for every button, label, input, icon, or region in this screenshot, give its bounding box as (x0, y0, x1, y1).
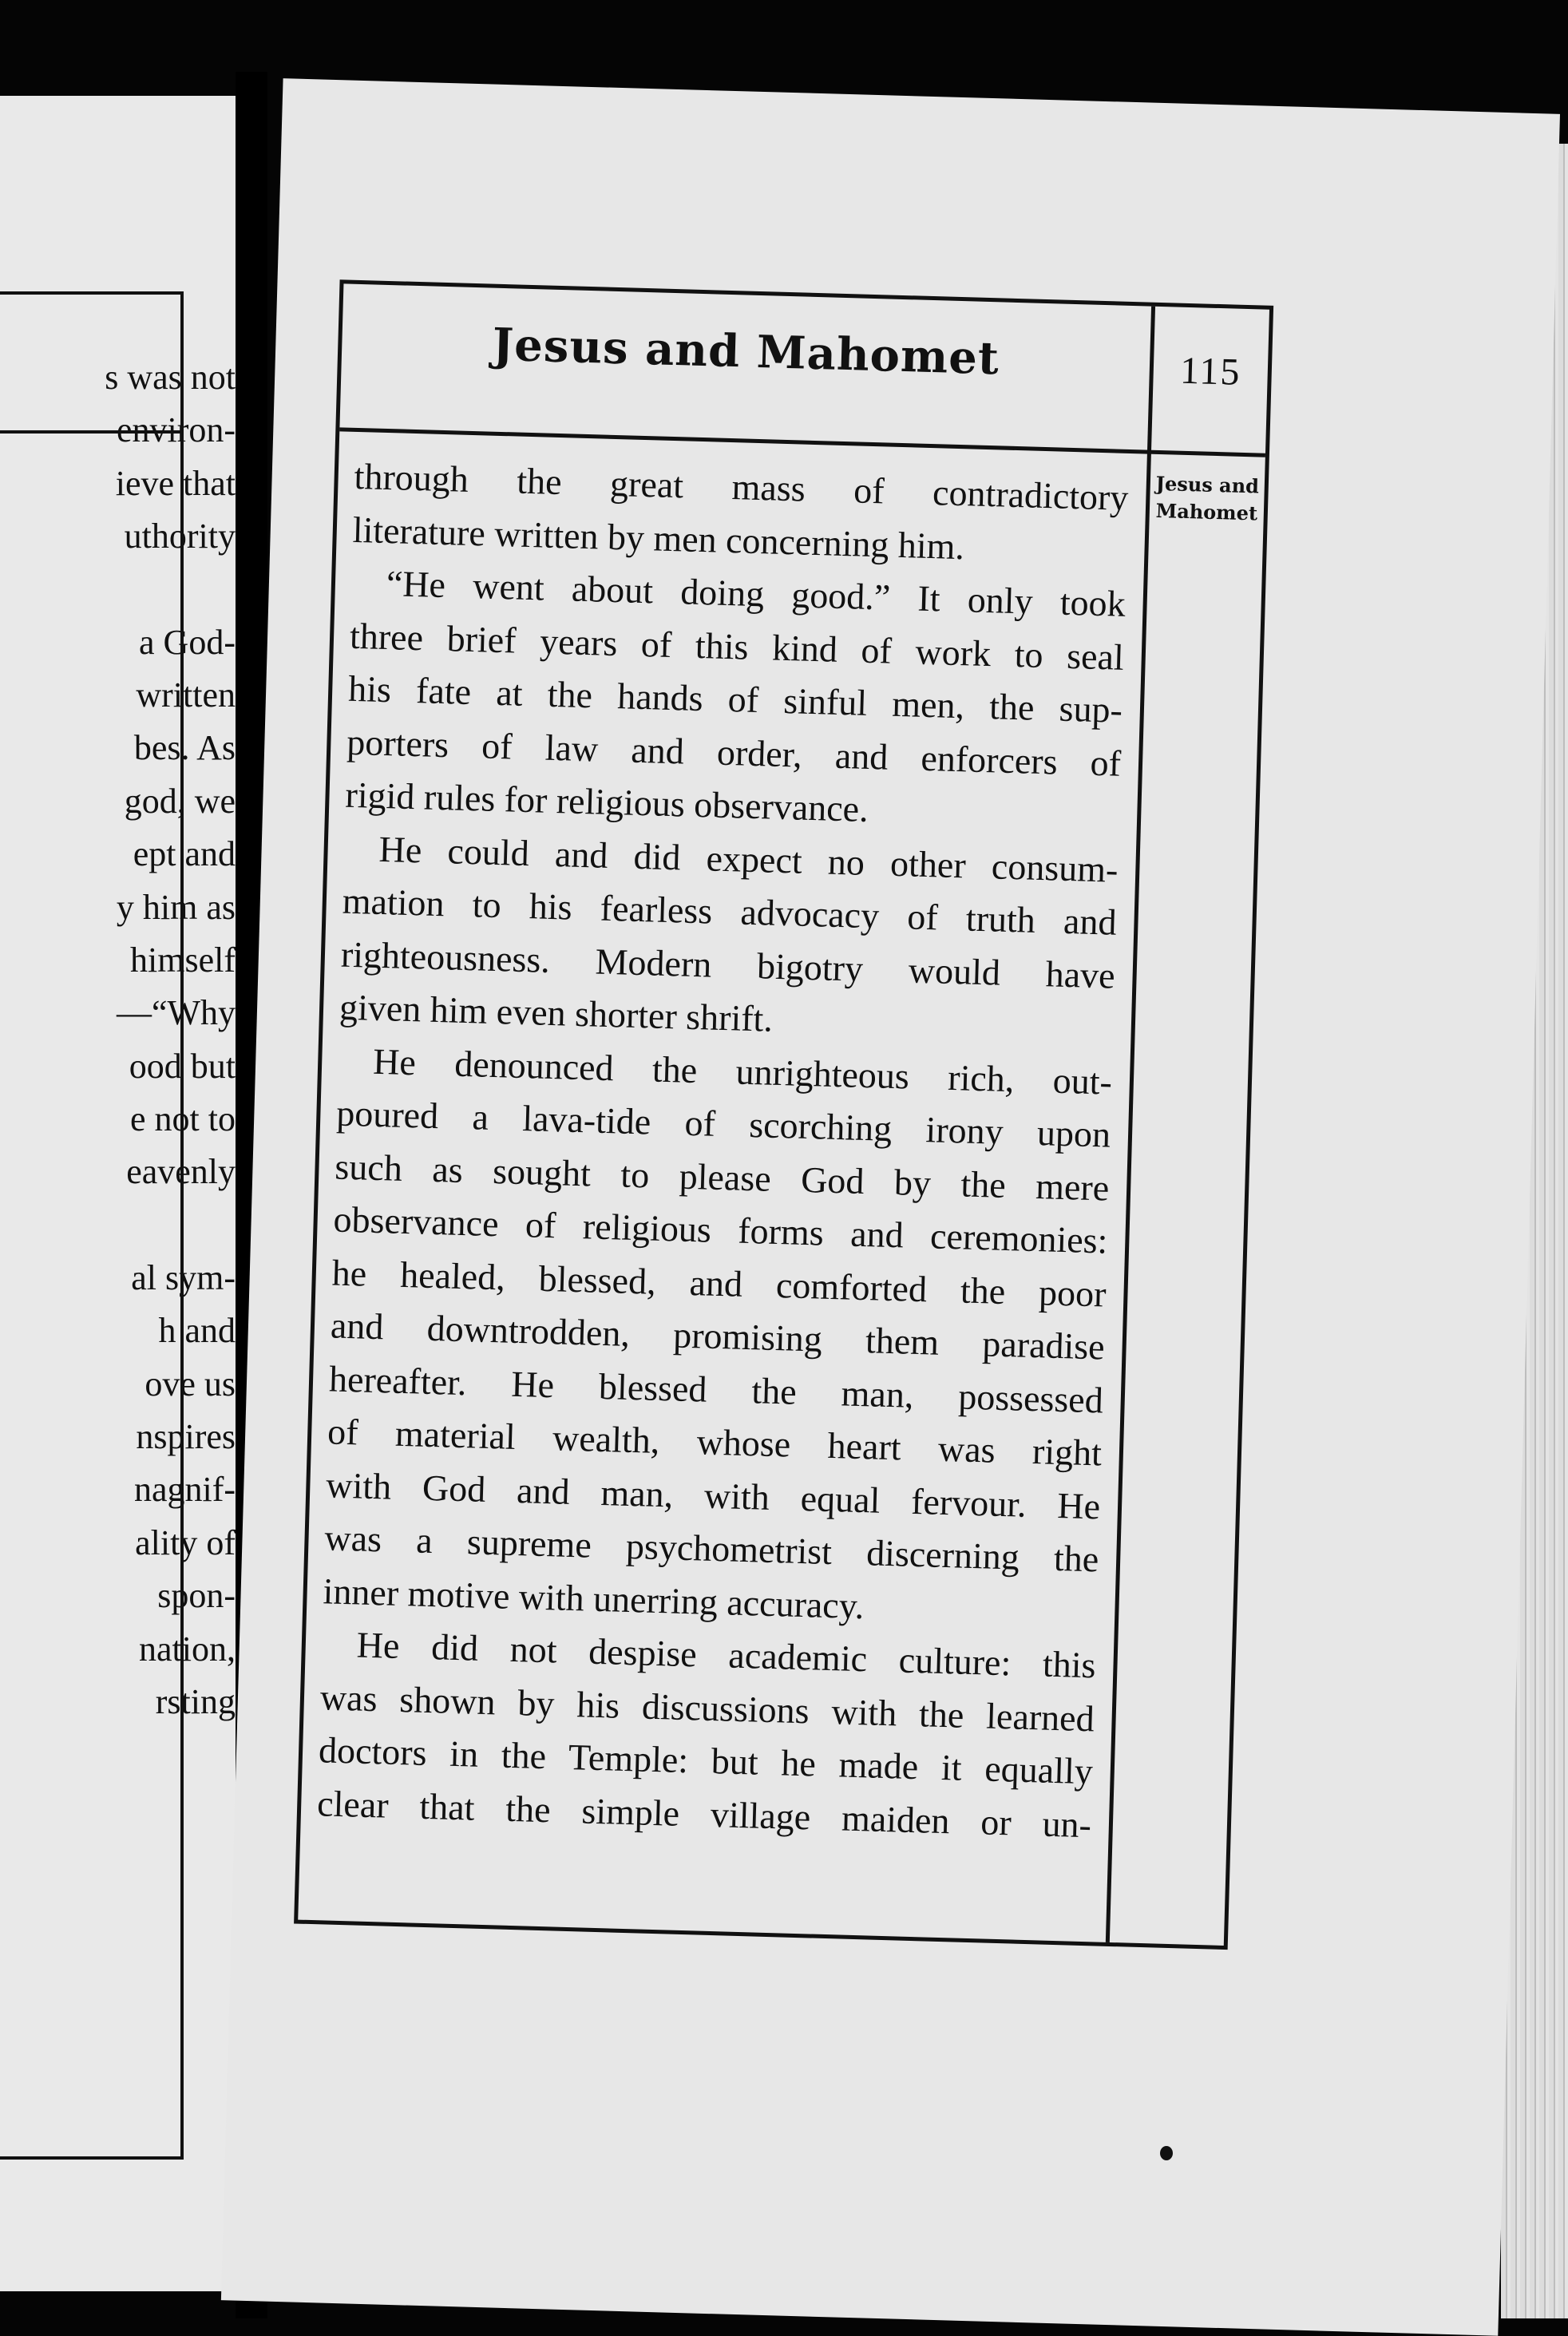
body-line: literature written by men concerning him. (352, 509, 965, 567)
left-page-line: ove us (145, 1364, 236, 1404)
body-line: clear that the simple village maiden or un- (316, 1782, 1092, 1845)
body-line: was a supreme psychometrist discerning the (323, 1517, 1099, 1580)
side-note-line: Mahomet (1155, 498, 1258, 525)
left-page-line: spon- (157, 1576, 236, 1616)
right-page (221, 78, 1560, 2336)
left-page-line: written (136, 675, 236, 715)
left-page-line: h and (158, 1311, 236, 1351)
body-line: He could and did expect no other consum- (378, 828, 1119, 890)
left-page-line: rsting (155, 1681, 236, 1721)
side-note (1149, 470, 1265, 528)
left-page-line (60, 1199, 236, 1252)
body-line: poured a lava-tide of scorching irony upon (335, 1092, 1111, 1155)
left-page-line: nagnif- (133, 1470, 236, 1510)
body-line: He did not despise academic culture: this (356, 1624, 1097, 1686)
body-line: given him even shorter shrift. (339, 986, 774, 1039)
left-page-line: bes. As (133, 728, 236, 768)
body-line: “He went about doing good.” It only took (386, 563, 1127, 624)
left-page-line: environ- (116, 410, 236, 450)
left-page-line: uthority (124, 517, 236, 556)
body-line: rigid rules for religious observance. (344, 774, 869, 829)
left-page-text (60, 351, 236, 1728)
page-number: 115 (1179, 349, 1242, 394)
body-line: inner motive with unerring accuracy. (323, 1570, 865, 1626)
left-page-line: eavenly (126, 1152, 236, 1192)
body-line: was shown by his discussions with the learned (319, 1676, 1095, 1739)
body-line: doctors in the Temple: but he made it equally (318, 1729, 1094, 1792)
body-line: He denounced the unrighteous rich, out- (372, 1040, 1113, 1103)
body-line: mation to his fearless advocacy of truth and (342, 880, 1118, 943)
ink-speck (1160, 2146, 1173, 2160)
body-line: he healed, blessed, and comforted the poor (331, 1251, 1107, 1315)
left-page-line: ieve that (115, 463, 236, 503)
body-line: hereafter. He blessed the man, possessed (328, 1357, 1104, 1420)
left-page-line: ality of (135, 1522, 236, 1562)
body-line: through the great mass of contradictory (354, 455, 1130, 518)
left-page (0, 96, 236, 2291)
body-line: such as sought to please God by the mere (334, 1146, 1110, 1209)
side-note-line: Jesus and (1155, 471, 1260, 498)
left-page-line: s was not (105, 358, 236, 397)
body-line: three brief years of this kind of work to seal (349, 615, 1125, 678)
left-page-line: god, we (124, 781, 236, 821)
left-page-line: a God- (139, 622, 236, 662)
page-frame (294, 279, 1273, 1950)
left-page-line: e not to (130, 1099, 236, 1139)
body-text (316, 450, 1129, 1851)
left-page-line: himself (130, 940, 236, 980)
body-line: porters of law and order, and enforcers of (346, 721, 1122, 784)
left-page-line: —“Why (116, 993, 236, 1033)
body-line: observance of religious forms and ceremonies: (333, 1198, 1109, 1261)
header-rule (339, 427, 1265, 457)
left-page-line: ept and (133, 834, 236, 874)
left-page-line: ood but (129, 1046, 236, 1086)
body-line: righteousness. Modern bigotry would have (340, 933, 1116, 996)
left-page-line (60, 564, 236, 616)
body-line: and downtrodden, promising them paradise (330, 1305, 1106, 1368)
left-page-line: nspires (136, 1417, 236, 1457)
running-title: Jesus and Mahomet (491, 318, 1000, 386)
body-line: with God and man, with equal fervour. He (325, 1463, 1101, 1526)
left-page-line: y him as (116, 887, 236, 927)
left-page-line: al sym- (131, 1257, 236, 1297)
body-line: of material wealth, whose heart was right (327, 1411, 1103, 1474)
body-line: his fate at the hands of sinful men, the sup- (347, 667, 1123, 730)
left-page-line: nation, (139, 1629, 236, 1669)
